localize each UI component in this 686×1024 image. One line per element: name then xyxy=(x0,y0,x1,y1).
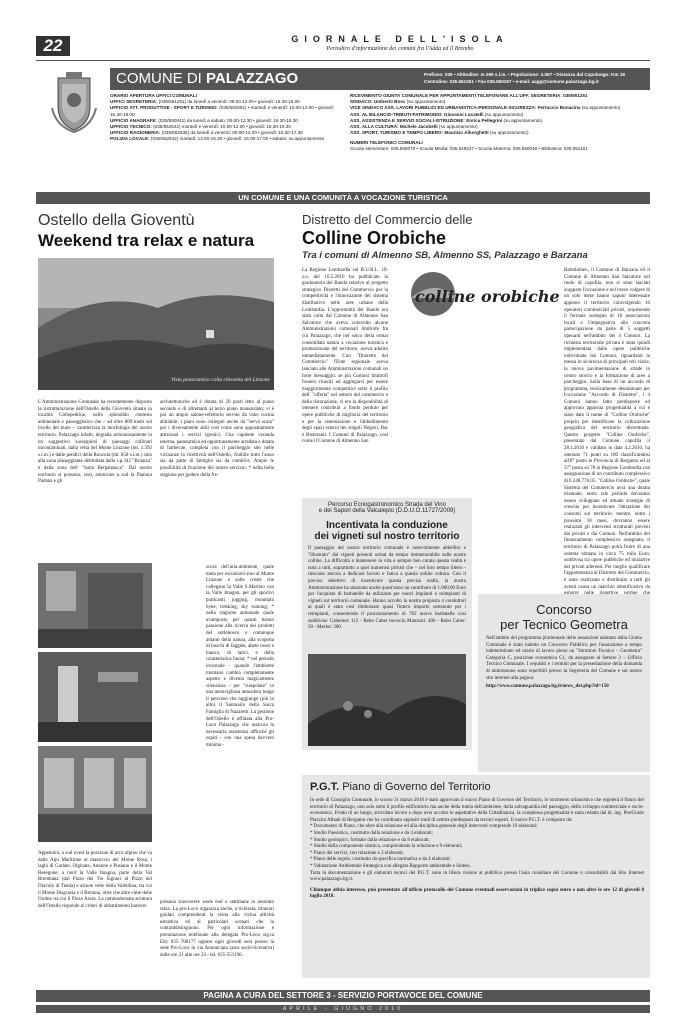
ostello-kicker: Ostello della Gioventù xyxy=(38,212,195,229)
office-name: SINDACO: Umberto Bosc xyxy=(350,99,406,105)
page-number: 22 xyxy=(36,36,70,56)
office-detail: (035/550041) da lunedì a sabato: 09.00-12.30 • giovedì: 16.30-18.30 xyxy=(158,117,298,123)
office-name: ASS. ALLA CULTURA: Michele Jacobelli xyxy=(350,124,438,130)
concorso-body-text: Nell'ambito del programma pluriennale delle assunzioni adottato dalla Giunta Comunale è stato indetto un Concorso Pubblico per l'assunzione a tempo indeterminato ed orario di lavoro pieno un "Istruttore Tecnico – Geometra" Categoria C, posizione economica C1, da assegnare al Settore 2 – Ufficio Tecnico Comunale. I requisiti e i termini per la presentazione della domanda di ammissione sono reperibili presso la Segreteria del Comune e sul nostro sito internet alla pagina: xyxy=(486,636,642,681)
concorso-title-line1: Concorso xyxy=(536,602,592,617)
ostello-col2c: possano trascorrere week end o settimane in assoluto relax. La pro-Loco organizza anche, a richiesta, itinerari guidati comprendenti la visita alla vicina attività estrattiva ed ai particolari scenari che la contraddistinguono. Per ogni informazione e prenotazione telefonate alla delegata Pro-Loco sig.ra Edy 035–788177 oppure ogni giovedì sera presso la sede Pro-Loco in via Annunciata (area socio-ricreativa) dalle ore 21 alle ore 23 - tel. 035-551196. xyxy=(160,900,274,958)
pgt-item: * Studio della componente sismica, comprendente la relazione e 9 elaborati; xyxy=(310,844,463,850)
pgt-items xyxy=(310,824,644,870)
comune-info xyxy=(420,68,650,90)
section-banner: UN COMUNE E UNA COMUNITÀ A VOCAZIONE TURISTICA xyxy=(36,192,650,204)
pgt-item: * Piano delle regole, costituito da specifica normativa e da 4 elaborati; xyxy=(310,857,451,863)
pgt-outro: Tutta la documentazione e gli elaborati tecnici del P.G.T. sono in libera visione al pubblico presso l'aula consiliare del Comune o consultabili dal Sito Internet www.palazzago.bg.it. xyxy=(310,870,644,883)
office-detail: (035/552542) martedì e venerdì: 10.00-12.00 • giovedì: 16.30-18.30 xyxy=(153,124,291,130)
office-name: ASS. AL BILANCIO-TRIBUTI-PATRIMONIO: Giovanni Locatelli xyxy=(350,111,484,117)
phone-numbers-title: NUMERI TELEFONICI COMUNALI xyxy=(350,140,423,145)
pgt-item: * Documento di Piano, che oltre alla relazione ed alla disciplina generale degli interventi comprende 19 elaborati; xyxy=(310,824,538,830)
pgt-title-abbr: P.G.T. xyxy=(310,781,340,793)
office-detail: (su appuntamento) xyxy=(503,117,543,123)
coat-of-arms-icon xyxy=(48,68,100,134)
offices-left xyxy=(110,93,340,143)
office-detail: (035/551261) da lunedì a venerdì: 09.00-12.00 • giovedì: 16.30-18.00 xyxy=(158,99,300,105)
pgt-closing: Chiunque abbia interesse, può presentare all'ufficio protocollo del Comune eventuali osservazioni in triplice copia entro e non oltre le ore 12 di giovedì 8 luglio 2010. xyxy=(310,887,644,900)
comune-label xyxy=(110,68,420,90)
offices-right xyxy=(350,93,650,136)
vigneti-kicker xyxy=(302,502,472,514)
panorama-photo xyxy=(38,258,274,390)
masthead-title: GIORNALE DELL'ISOLA xyxy=(291,34,509,44)
office-name: POLIZIA LOCALE: xyxy=(110,136,150,142)
vigneti-kicker-line2: e dei Sapori della Valcalepio (D.D.U.O.11727/2009) xyxy=(318,508,456,514)
masthead xyxy=(180,34,620,52)
masthead-subtitle: Periodico d'informazione dei comuni fra l'Adda ed il Brembo xyxy=(326,46,474,52)
office-detail: (su appuntamento) xyxy=(489,130,529,136)
office-detail: (035/552542) martedì: 14.00-16.30 • giovedì: 15.00-17.00 • sabato: su appuntamento xyxy=(150,136,325,142)
phone-numbers-line: Scuola elementare: 035.550070 • Scuola Media: 035.549227 • Scuola Materna: 035.550048 • Biblioteca: 035.551161 xyxy=(350,146,588,152)
office-name: RICEVIMENTO GIUNTA COMUNALE PER APPUNTAMENTI TELEFONARE ALL'UFF. SEGRETERIA: 035/551261 xyxy=(350,93,588,98)
vigneti-kicker-line1: Percorso Ecnogastronomico Strada del Vino xyxy=(328,502,446,508)
office-name: UFFICIO RAGIONERIA: xyxy=(110,130,161,136)
office-name: UFFICIO ANAGRAFE: xyxy=(110,117,158,123)
office-row xyxy=(110,105,340,117)
vigneti-title xyxy=(302,520,472,542)
interior-photo-1 xyxy=(38,563,152,648)
office-name: ASS. SPORT, TURISMO E TEMPO LIBERO: Maurizio Alborghetti xyxy=(350,130,489,136)
office-row xyxy=(350,130,650,136)
colline-orobiche-logo xyxy=(395,268,563,328)
pgt-item: * Studio Paesistico, costituito dalla relazione e da 4 elaborati; xyxy=(310,830,434,836)
pgt-title xyxy=(310,781,491,793)
pgt-title-full: Piano di Governo del Territorio xyxy=(342,781,491,793)
ostello-col2: architettoniche ed è dotata di 20 posti letto al piano secondo e di altrettanti al terzo piano mansardato; vi è poi un ampio salone-refettorio servito da vano cucina abitabile; i piani sono collegati anche da "servo scala" per i diversamente abili così come sono appositamente attrezzati i servizi igienici. Una capiente veranda esterna, panoramica ed opportunamente arredata e dotata di barbecue, completa con il parcheggio sito nelle vicinanze la ricettività dell'Ostello, fruibile tutto l'anno sia da parte di famiglie sia da comitive. Ampie le possibilità di fruizione del nostro servizio: * nella bella stagione per godere della fre- xyxy=(160,400,274,478)
distretto-title: Colline Orobiche xyxy=(302,228,447,248)
distretto-col2: Bartolomeo, il Comune di Barzana ed il Comune di Almenno San Salvatore nel ruolo di capofila, non si sono lasciati scappare l'occasione e nel breve volgere di un solo mese hanno saputo interessare appieno il territorio coinvolgendo 16 operatori commerciali privati, acquisendo il formale sostegno di 10 associazioni locali e l'impegnativa alla concreta partecipazione da parte di 5 soggetti operanti nell'ambito dei 4 Comuni. La richiesta territoriale privata è stata quindi implementata dalle opere pubbliche individuate dai Comuni, riguardanti la messa in sicurezza di principali reti viarie, la nuova pavimentazione di strade in centro storico e la formazione di aree a parcheggio. Sulla base di un accordo di programma, tecnicamente denominato per l'occasione "Accordo di Distretto", i 4 Comuni hanno fatto predisporre ed approvato apposita progettualità a cui è stato dato il nome di "Colline Orobiche" proprio per identificare la collocazione geografica del territorio distrettuale. Questo progetto "Colline Orobiche", presentato dal Comune capofila il 28.1.2010 e validato in data 4.2.2010, ha ottenuto 71 punti su 100 classificandosi all'8° posto in Provincia di Bergamo ed al 37° posto su 78 in Regione Lombardia con assegnazione di un contributo complessivo di €.248.776,05. "Colline Orobiche", quale Sistema del Commercio avrà una durata triennale; entro tale periodo dovranno essere sviluppate ed attuate strategie di crescita per incentivare l'attrazione dei consumi sul territorio; mentre, entro i prossimi 18 mesi, dovranno essere realizzati gli interventi strutturali previsti dai privati e dai Comuni. Nell'ambito del finanziamento complessivo assegnato, il territorio di Palazzago potrà fruire di una somma stimata in circa 75 mila Euro, suddivisa tra opere pubbliche ed iniziative dei privati aderenti. Per meglio qualificare l'appartenenza al Distretto del Commercio, è stato realizzato e distribuito a tutti gli aventi causa un marchio identificativo da xyxy=(564,268,650,590)
concorso-title xyxy=(478,602,650,632)
pgt-item: * Valutazione Ambientale Strategica con allegato Rapporto ambientale e Sintesi. xyxy=(310,863,471,869)
office-name: ORARIO APERTURA UFFICI COMUNALI xyxy=(110,93,197,98)
vigneti-title-line1: Incentivata la conduzione xyxy=(326,520,448,531)
office-detail: (su appuntamento) xyxy=(581,105,621,111)
office-name: UFFICIO ATT. PRODUTTIVE - SPORT E TURISMO: xyxy=(110,105,218,111)
interior-photo-3 xyxy=(38,746,152,842)
logo-text: colline orobiche xyxy=(415,287,560,306)
office-detail: (su appuntamento) xyxy=(484,111,524,117)
concorso-title-line2: per Tecnico Geometra xyxy=(500,617,628,632)
vigneti-title-line2: dei vigneti sul nostro territorio xyxy=(314,531,460,542)
vigneti-body: Il paesaggio del nostro territorio comunale è notevolmente abbellito e "illustrato" dai vigneti presenti ormai da tempo immemorabile sulle nostre colline. La difficoltà a mantenere in vita e sempre ben curata questa realtà è nota a tutti, soprattutto a quei numerosi privati che – nel loro tempo libero - riescono ancora a dedicare lavoro e fatica a questa nobile coltura. Con il preciso obiettivo di incentivare questa precisa realtà, la nostra Amministrazione ha stanziato anche quest'anno un contributo di 1.000,00 Euro per l'acquisto di barbatelle da utilizzare per nuovi impianti o reimpianti di vigneti sul territorio comunale. Hanno accolto la nostra proposta 4 conduttori ai quali è stato così rimborsato quasi l'intero importo sostenuto per i reimpianti, consentendo il posizionamento di 762 nuove barbatelle così suddivise: Cabernet: 112 - Rebo Caber incrocio Manzoni: 400 - Rebo Caber: 50 - Merlot: 200. xyxy=(308,546,466,631)
interior-photo-2 xyxy=(38,652,152,742)
concorso-body xyxy=(486,636,642,691)
phone-numbers xyxy=(350,140,650,152)
office-detail: (su appuntamento) xyxy=(438,124,478,130)
distretto-col1: La Regione Lombardia sul B.U.R.L. 19-s.o. del 10.5.2010 ha pubblicato la graduatoria del Bando relativo al progetto strategico Distretti del Commercio per la competitività e l'innovazione del sistema distributivo nelle aree urbane della Lombardia. L'opportunità del Bando era stata colta dal Comune di Almenno San Salvatore che aveva coinvolto alcune Amministrazioni comunali limitrofe fra cui Palazzago, che nel solco della ormai consolidata natura a vocazione turistica e promozionale del territorio, aveva aderito immediatamente. Con "Distretto del Commercio" l'Ente regionale aveva lanciato alle Amministrazioni comunali un forte messaggio: se più Comuni limitrofi fossero riusciti ad aggregarsi per essere maggiormente competitivi sotto il profilo dell' "offerta" nel settore del commercio e della ristorazione, vi era la disponibilità di ottenere contributi a fondo perduto per opere pubbliche di miglioria del territorio e per la sistemazione e l'abbellimento degli spazi esterni dei singoli Negozi, Bar e Ristoranti. I Comuni di Palazzago, così come il Comune di Almenno San xyxy=(302,268,388,445)
office-name: VICE SINDACO ASS. LAVORI PUBBLICI ED URBANISTICA-PERSONALE-SICUREZZA: Ferruccio Bonacina xyxy=(350,105,581,111)
comune-info-line2: Centralino: 035.551261 • Fax 035.550197 • e-mail: aagg@comune.palazzago.bg.it xyxy=(424,79,599,84)
pgt-body xyxy=(310,798,644,901)
ostello-title: Weekend tra relax e natura xyxy=(38,231,255,250)
ostello-col2b: scura dell'aria-ambiente, quale meta per escursioni sino al Monte Linzone e sulle creste che collegano la Valle S.Martino con la Valle Imagna, per gli sportivi praticanti jogging, mountain byke, trekking, sky running; * nella stagione autunnale quale avamposto per quanti hanno passione alla ricerca dei prodotti del sottobosco e comunque amanti della natura, alla scoperta di boschi di faggete, abete rosso e bianco, di larici, e della caratteristica fauna; * nel periodo invernale - quando l'ambiente montano cambia completamente aspetto e diventa magicamente silenzioso - per "ciaspolare" in una meravigliosa atmosfera lungo il percorso che raggiunge (più in alto) il Santuario della Sacra Famiglia di Nazareth. La gestione dell'Ostello è affidata alla Pro-Loco Palazzago che assicura la necessaria assistenza affinché gli ospiti - con una spesa davvero minima - xyxy=(206,565,274,749)
footer-banner: PAGINA A CURA DEL SETTORE 3 - SERVIZIO PORTAVOCE DEL COMUNE xyxy=(36,990,650,1002)
office-name: UFFICI SEGRETERIA: xyxy=(110,99,158,105)
distretto-kicker: Distretto del Commercio delle xyxy=(302,212,473,227)
pgt-item: * Studio geologico, formato dalla relazione e da 8 elaborati; xyxy=(310,837,430,843)
office-row xyxy=(110,136,340,142)
distretto-subtitle: Tra i comuni di Almenno SB, Almenno SS, Palazzago e Barzana xyxy=(302,250,588,261)
office-name: ASS. ASSISTENZA E SERVIZI SOCIALI-ISTRUZIONE: Enrica Pellegrini xyxy=(350,117,503,123)
comune-label-name: PALAZZAGO xyxy=(206,70,299,87)
ostello-col1: L'Amministrazione Comunale ha recentemente disposto la ristrutturazione dell'Ostello della Gioventù situato in località Collepedrino, nello splendido contesto ambientale e paesaggistico che – ad oltre 800 metri sul livello del mare – caratterizza la morfologia del nostro territorio. Palazzago infatti, degrada armoniosamente in un suggestivo susseguirsi di paesaggi collinari incontaminati, dalla vetta del Monte Linzone (mt. 1.392 s.l.m.) e dalle pendici della Roncola (mt. 858 s.l.m.) sino alla zona pianeggiante delimitata dalla s.p.342 "Brianza" e dalla zona dell' "Isola Bergamasca". Dal nostro territorio si possono, così, ammirare a sud la Pianura Padana e gli xyxy=(38,400,152,485)
pgt-item: * Piano dei servizi, con relazione e 2 elaborati; xyxy=(310,850,404,856)
footer-date: APRILE - GIUGNO 2010 xyxy=(36,1005,650,1013)
vineyard-photo xyxy=(308,654,466,746)
office-detail: (035/552535) da lunedì a venerdì: 09.00-12.00 • giovedì: 16.30-17.30 xyxy=(161,130,303,136)
concorso-link[interactable]: http://www.comune.palazzago.bg.it/news_det.php?id=150 xyxy=(486,684,609,690)
pgt-intro: In sede di Consiglio Comunale, lo scorso 31 marzo 2010 è stato approvato il nuovo Piano di Governo del Territorio, lo strumento urbanistico che regolerà il futuro del territorio di Palazzago, non solo sotto il profilo edificatorio ma anche della tutela dell'ambiente, della salvaguardia del paesaggio, dello sviluppo commerciale e socio-economico. Frutto di un lungo, articolato lavoro e dopo aver accolto le aspettative della Cittadinanza, la complessa progettualità è stata redatta dal dr. ing. PierGuido Piazzini Albani di Bergamo che ha coordinato appositi studi di settore predisposti da tecnici esperti. Il nuovo P.G.T. è composto da: xyxy=(310,798,644,823)
panorama-caption: Vista panoramica colla chiesetta del Linzone xyxy=(170,377,270,383)
comune-info-line1: Prefisso: 035 • Altitudine: m 269 s.l.m. • Popolazione: 4.097 • Distanza dal Capoluogo: Km 18 xyxy=(424,72,625,77)
office-name: UFFICIO TECNICO: xyxy=(110,124,152,130)
header-rule xyxy=(36,60,650,61)
ostello-col1b: Appennini, a sud ovest la porzione di arco alpino che va dalle Alpi Marittime al massiccio del Monte Rosa, i laghi di Garlate, Olginate, Annone e Pusiano e il Monte Resegone, a nord la Valle Imagna, parte della Val Brembana (dal Pizzo dei Tre Signori al Pizzo del Diavolo di Tenda) e alcune vette della Valtellina, tra cui il Monte Disgrazia e il Bernina, oltre che altre cime delle Orobie tra cui il Pizzo Arera. La rammodernata struttura dell'Ostello risponde ai criteri di abbattimento barriere xyxy=(38,851,152,909)
office-detail: (su appuntamento) xyxy=(406,99,446,105)
comune-label-prefix: COMUNE DI xyxy=(116,70,202,87)
office-detail: (035/550061) • martedì e venerdì: 10.00-12.00 • giovedì: 16.30-18.00 xyxy=(110,105,335,117)
